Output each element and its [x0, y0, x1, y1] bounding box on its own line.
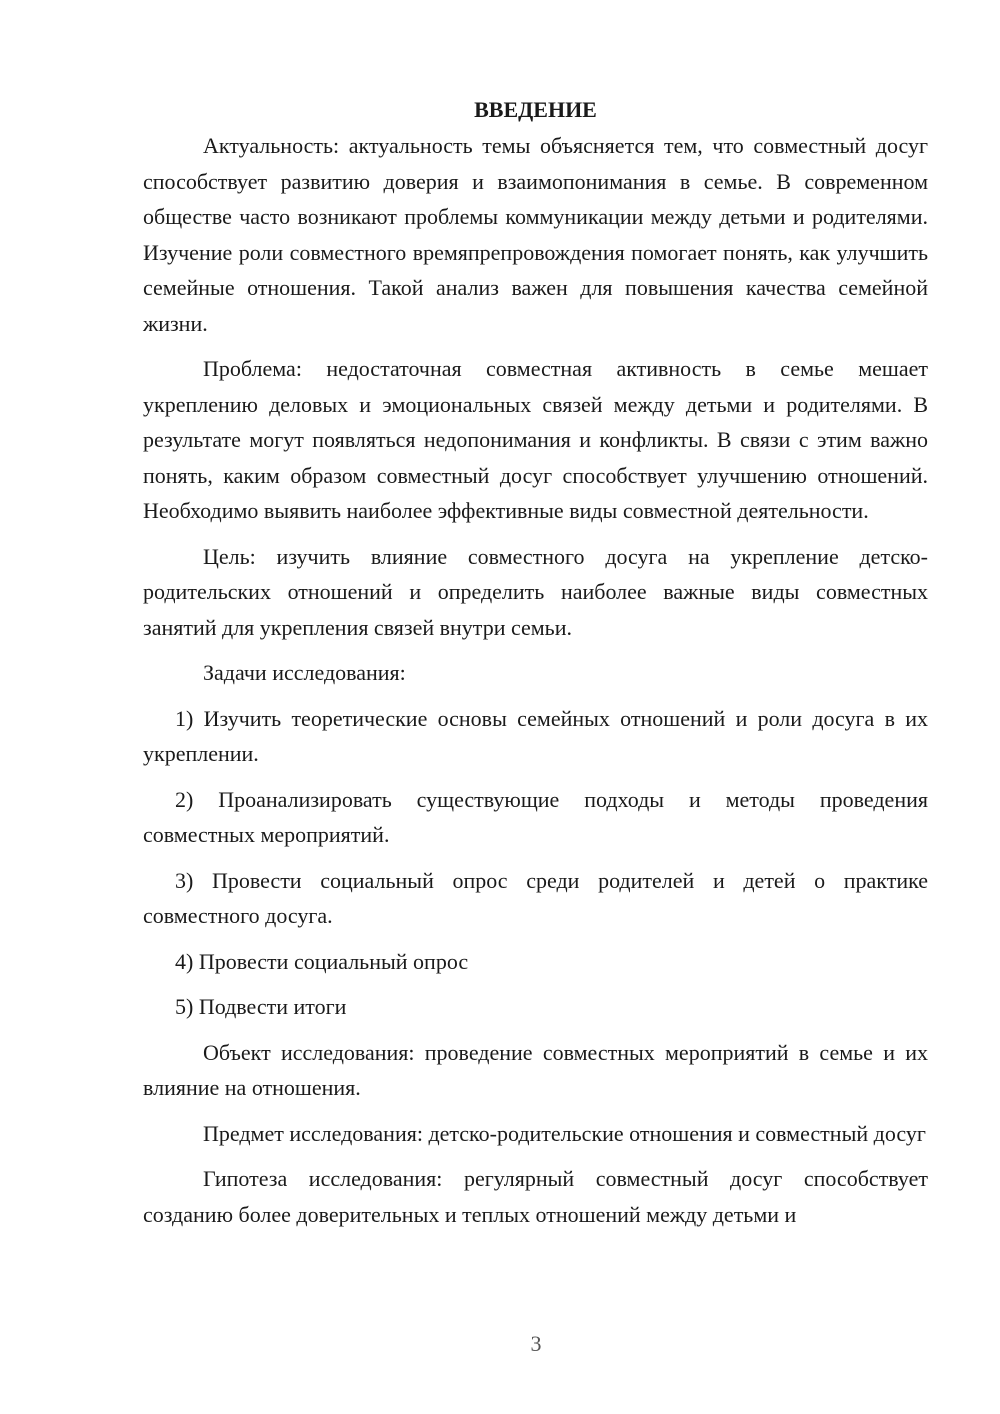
tasks-heading: Задачи исследования:: [203, 660, 406, 685]
section-title: ВВЕДЕНИЕ: [474, 97, 597, 122]
task-item-4: 4) Провести социальный опрос: [175, 948, 469, 974]
task-item-2: 2) Проанализировать существующие подходы и методы проведения совместных мероприятий.: [143, 786, 928, 847]
goal-paragraph: Цель: изучить влияние совместного досуга на укрепление детско-родительских отношений и определить наиболее важные виды совместных занятий для укрепления связей внутри семьи.: [143, 543, 928, 640]
hypothesis-paragraph: Гипотеза исследования: регулярный совместный досуг способствует созданию более доверительных и теплых отношений между детьми и: [143, 1166, 928, 1227]
document-page: [143, 92, 928, 1242]
task-item-3: 3) Провести социальный опрос среди родителей и детей о практике совместного досуга.: [143, 867, 928, 928]
subject-paragraph: Предмет исследования: детско-родительские отношения и совместный досуг: [203, 1120, 926, 1146]
relevance-paragraph: Актуальность: актуальность темы объясняется тем, что совместный досуг способствует развитию доверия и взаимопонимания в семье. В современном обществе часто возникают проблемы коммуникации между детьми и родителями. Изучение роли совместного времяпрепровождения помогает понять, как улучшить семейные отношения. Такой анализ важен для повышения качества семейной жизни.: [143, 133, 928, 336]
page-number: 3: [530, 1331, 542, 1356]
problem-paragraph: Проблема: недостаточная совместная активность в семье мешает укреплению деловых и эмоциональных связей между детьми и родителями. В результате могут появляться недопонимания и конфликты. В связи с этим важно понять, каким образом совместный досуг способствует улучшению отношений. Необходимо выявить наиболее эффективные виды совместной деятельности.: [143, 356, 928, 523]
task-item-5: 5) Подвести итоги: [175, 994, 347, 1019]
object-paragraph: Объект исследования: проведение совместных мероприятий в семье и их влияние на отношения.: [143, 1039, 928, 1100]
task-item-1: 1) Изучить теоретические основы семейных отношений и роли досуга в их укреплении.: [143, 705, 928, 766]
